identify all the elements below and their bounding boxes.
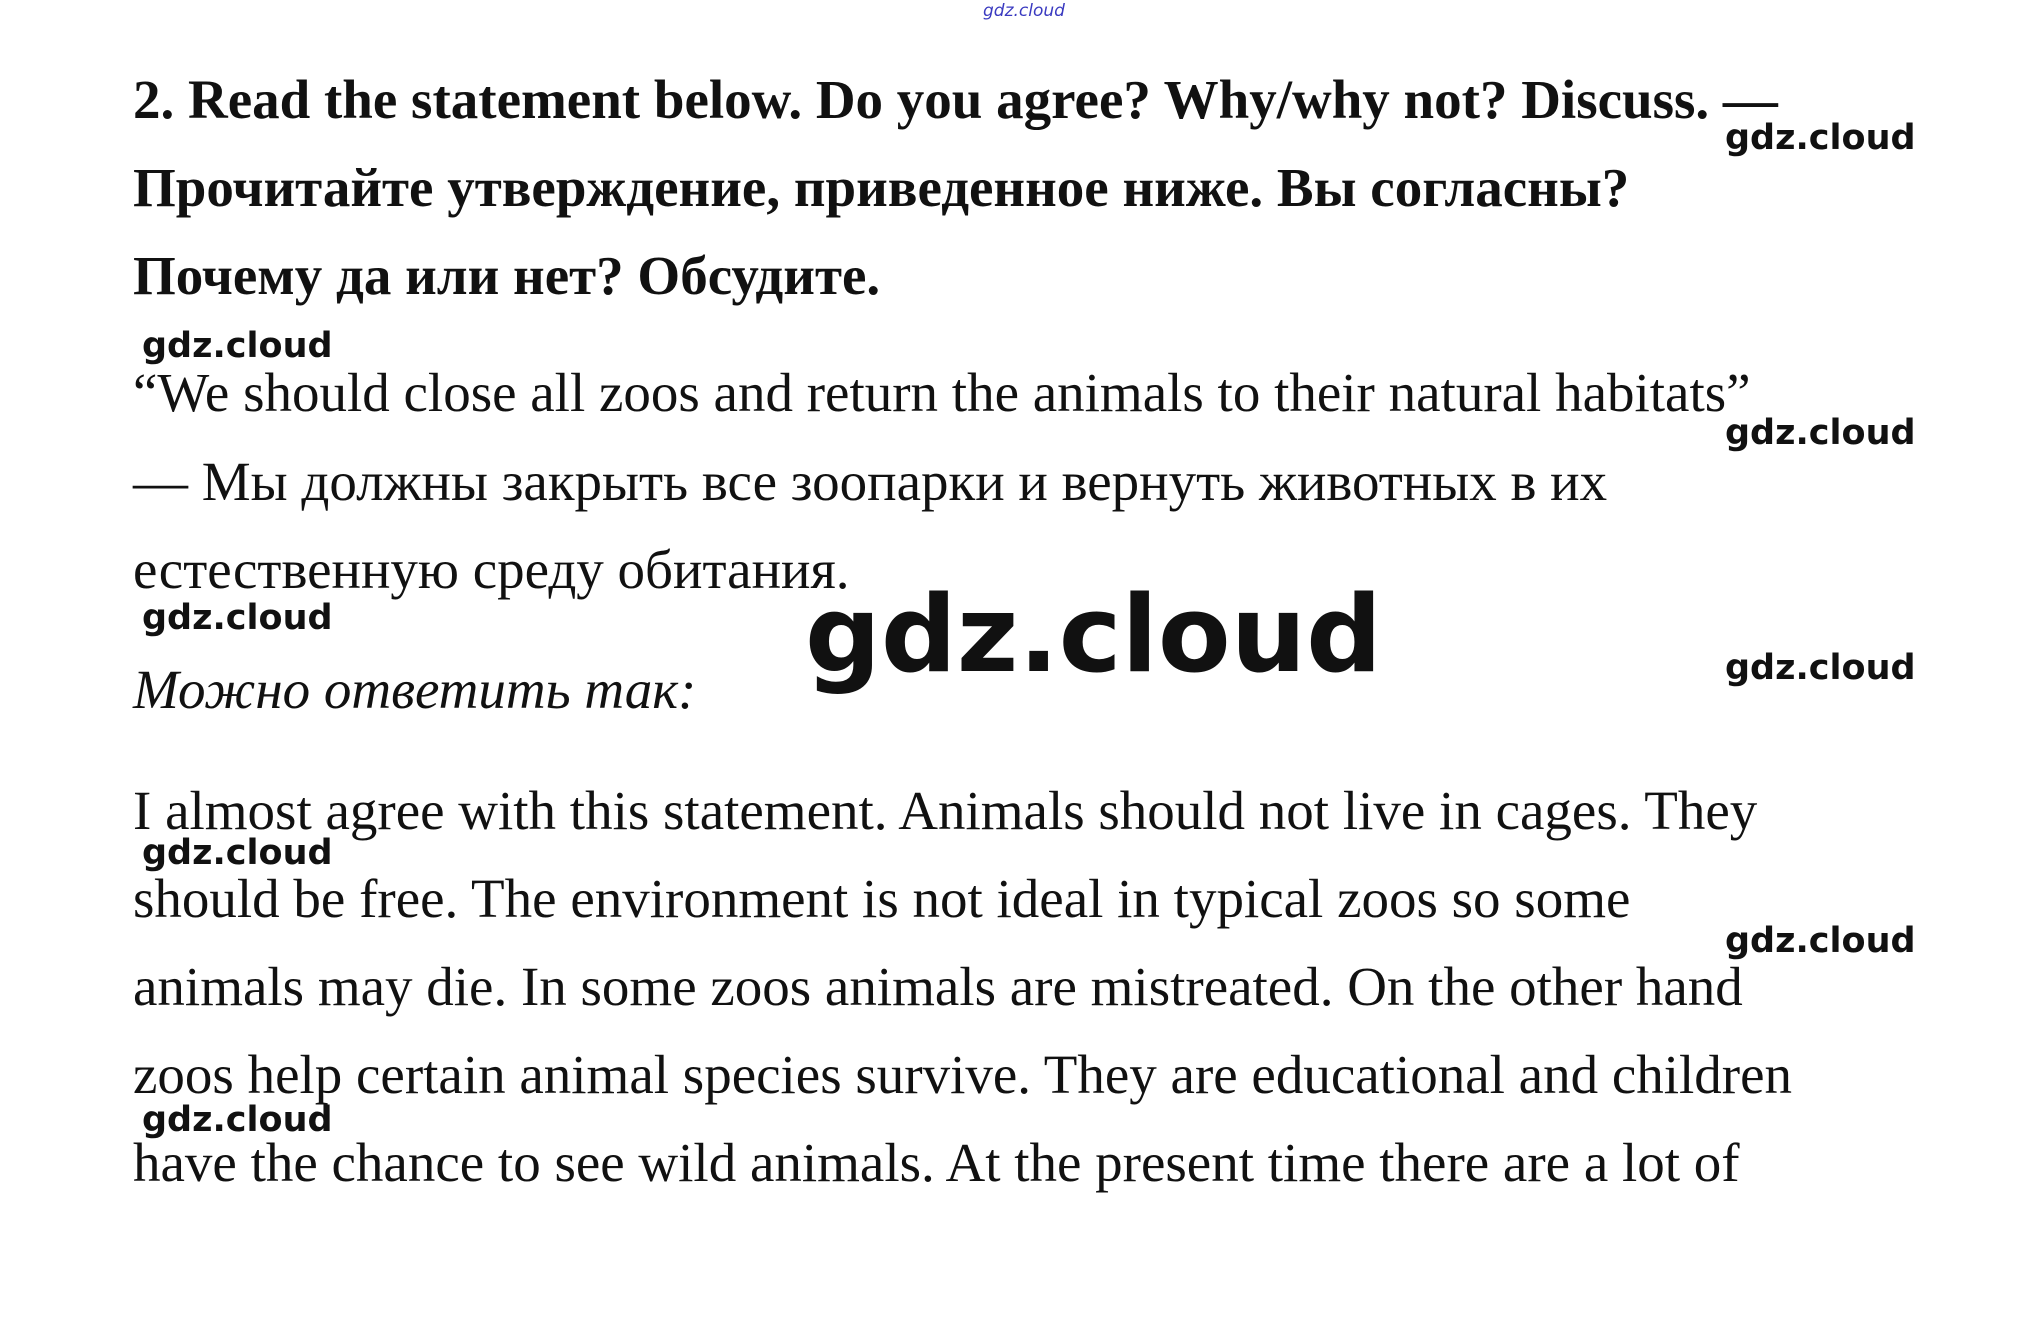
watermark: gdz.cloud <box>142 833 333 873</box>
answer-line-2: should be free. The environment is not ideal in typical zoos so some <box>133 868 1631 929</box>
watermark-top: gdz.cloud <box>983 1 1065 21</box>
watermark: gdz.cloud <box>1725 413 1916 453</box>
answer-line-5: have the chance to see wild animals. At the present time there are a lot of <box>133 1132 1740 1193</box>
statement-line-3: естественную среду обитания. <box>133 539 850 600</box>
watermark: gdz.cloud <box>1725 921 1916 961</box>
watermark: gdz.cloud <box>1725 118 1916 158</box>
watermark: gdz.cloud <box>142 326 333 366</box>
statement-line-2: — Мы должны закрыть все зоопарки и вернуть животных в их <box>133 451 1608 512</box>
task-line-3: Почему да или нет? Обсудите. <box>133 245 881 306</box>
watermark-large: gdz.cloud <box>805 573 1383 696</box>
answer-line-4: zoos help certain animal species survive. They are educational and children <box>133 1044 1793 1105</box>
watermark: gdz.cloud <box>142 1100 333 1140</box>
watermark: gdz.cloud <box>142 598 333 638</box>
statement-line-1: “We should close all zoos and return the animals to their natural habitats” <box>133 362 1751 423</box>
task-line-1: 2. Read the statement below. Do you agree? Why/why not? Discuss. — <box>133 69 1778 130</box>
answer-line-1: I almost agree with this statement. Animals should not live in cages. They <box>133 780 1758 841</box>
answer-intro: Можно ответить так: <box>133 659 697 720</box>
task-line-2: Прочитайте утверждение, приведенное ниже. Вы согласны? <box>133 157 1630 218</box>
answer-line-3: animals may die. In some zoos animals are mistreated. On the other hand <box>133 956 1743 1017</box>
watermark: gdz.cloud <box>1725 648 1916 688</box>
